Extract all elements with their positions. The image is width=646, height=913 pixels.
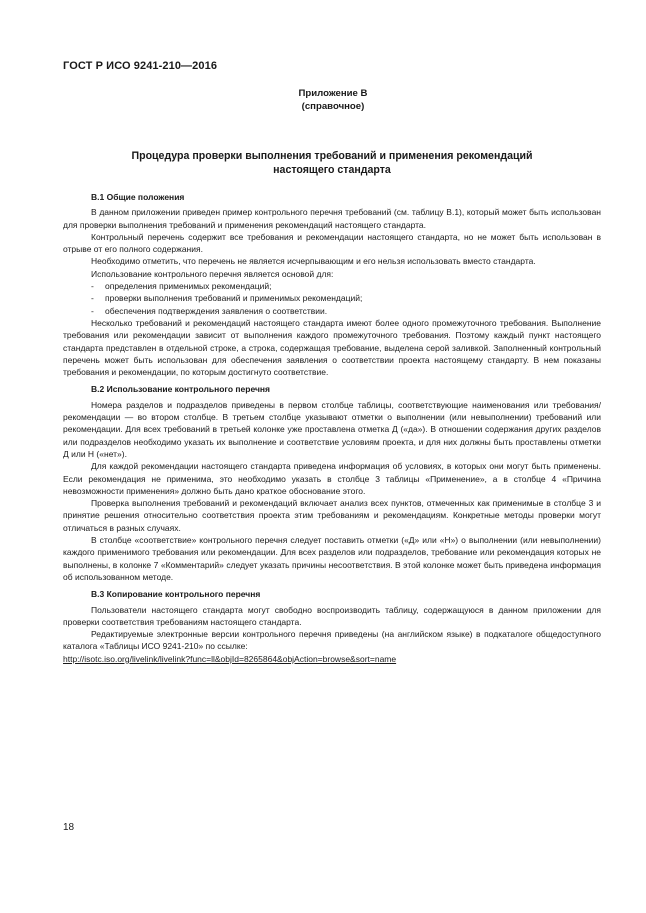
paragraph: В столбце «соответствие» контрольного перечня следует поставить отметки («Д» или «Н») о выполнении (или невыполнении) каждого применимого требования или рекомендации. Для всех разделов или подразделов, требование или рекомендация которых не выполнены, в колонке 7 «Комментарий» следует указать причины несоответствия. В этой колонке может быть приведена информация об использованном методе. <box>63 535 601 582</box>
paragraph: Редактируемые электронные версии контрольного перечня приведены (на английском языке) в подкаталоге общедоступного каталога «Таблицы ИСО 9241-210» по ссылке: <box>63 629 601 652</box>
page-number: 18 <box>63 822 75 833</box>
section-b1 <box>63 191 601 378</box>
paragraph: Необходимо отметить, что перечень не является исчерпывающим и его нельзя использовать вместо стандарта. <box>91 256 536 267</box>
paragraph: Проверка выполнения требований и рекомендаций включает анализ всех пунктов, отмеченных как применимые в столбце 3 и принятие решения относительно соответствия проекта этим требованиям и рекомендациям. Конкретные методы проверки могут отличаться в разных случаях. <box>63 498 601 533</box>
paragraph: Для каждой рекомендации настоящего стандарта приведена информация об условиях, в которых они могут быть применены. Если рекомендация не применима, это необходимо указать в столбце 3 таблицы «Применение», а в столбце 4 «Причина невозможности применения» должно быть дано краткое обоснование этого. <box>63 461 601 496</box>
list-item: - обеспечения подтверждения заявления о соответствии. <box>91 305 328 316</box>
paragraph: Контрольный перечень содержит все требования и рекомендации настоящего стандарта, но не может быть использован в отрыве от его полного содержания. <box>63 231 601 255</box>
main-title-line-2: настоящего стандарта <box>273 164 391 176</box>
paragraph: Несколько требований и рекомендаций настоящего стандарта имеют более одного промежуточного требования. Выполнение требования или рекомендации зависит от выполнения каждого промежуточного требования. Поэтому каждый пункт настоящего стандарта представлен в отдельной строке, а строка, содержащая требование, выделена серой заливкой. Заполненный контрольный перечень может быть использован для обеспечения заявления о соответствии проекта настоящему стандарту. В нем показаны требования и рекомендации, по которым достигнуто соответствие. <box>63 317 601 378</box>
main-title <box>90 149 574 177</box>
appendix-title: Приложение В <box>298 88 368 99</box>
document-id-header: ГОСТ Р ИСО 9241-210—2016 <box>63 60 218 72</box>
section-b1-heading: В.1 Общие положения <box>91 192 185 202</box>
section-b2 <box>63 383 601 583</box>
document-body <box>63 191 601 670</box>
paragraph: Пользователи настоящего стандарта могут свободно воспроизводить таблицу, содержащуюся в данном приложении для проверки соответствия требованиям настоящего стандарта. <box>63 604 601 627</box>
section-b3-heading: В.3 Копирование контрольного перечня <box>91 589 261 600</box>
paragraph: Использование контрольного перечня является основой для: <box>91 268 334 279</box>
purpose-list <box>63 280 601 317</box>
iso-catalog-link[interactable]: http://isotc.iso.org/livelink/livelink?func=ll&objId=8265864&objAction=browse&sort=name <box>63 653 397 664</box>
paragraph: Номера разделов и подразделов приведены в первом столбце таблицы, соответствующие наименования или требования/рекомендации — во втором столбце. В третьем столбце указывают отметки о выполнении (или невыполнении) требований или рекомендации. Для всех требований в третьей колонке уже проставлена отметка Д («да»). В отношении содержания других разделов или подразделов необходимо указать их выполнение и соответствие условиям проекта, и для них должны быть проставлены отметки Д или Н («нет»). <box>63 399 601 459</box>
section-b2-heading: В.2 Использование контрольного перечня <box>91 384 270 395</box>
list-item: - определения применимых рекомендаций; <box>91 281 272 292</box>
paragraph: В данном приложении приведен пример контрольного перечня требований (см. таблицу В.1), который может быть использован для проверки выполнения требований и применения рекомендаций настоящего стандарта. <box>63 207 601 230</box>
list-item: - проверки выполнения требований и применимых рекомендаций; <box>91 293 363 304</box>
appendix-subtitle: (справочное) <box>301 101 365 112</box>
main-title-line-1: Процедура проверки выполнения требований и применения рекомендаций <box>131 150 533 162</box>
appendix-heading <box>0 87 646 113</box>
section-b3 <box>63 588 601 665</box>
